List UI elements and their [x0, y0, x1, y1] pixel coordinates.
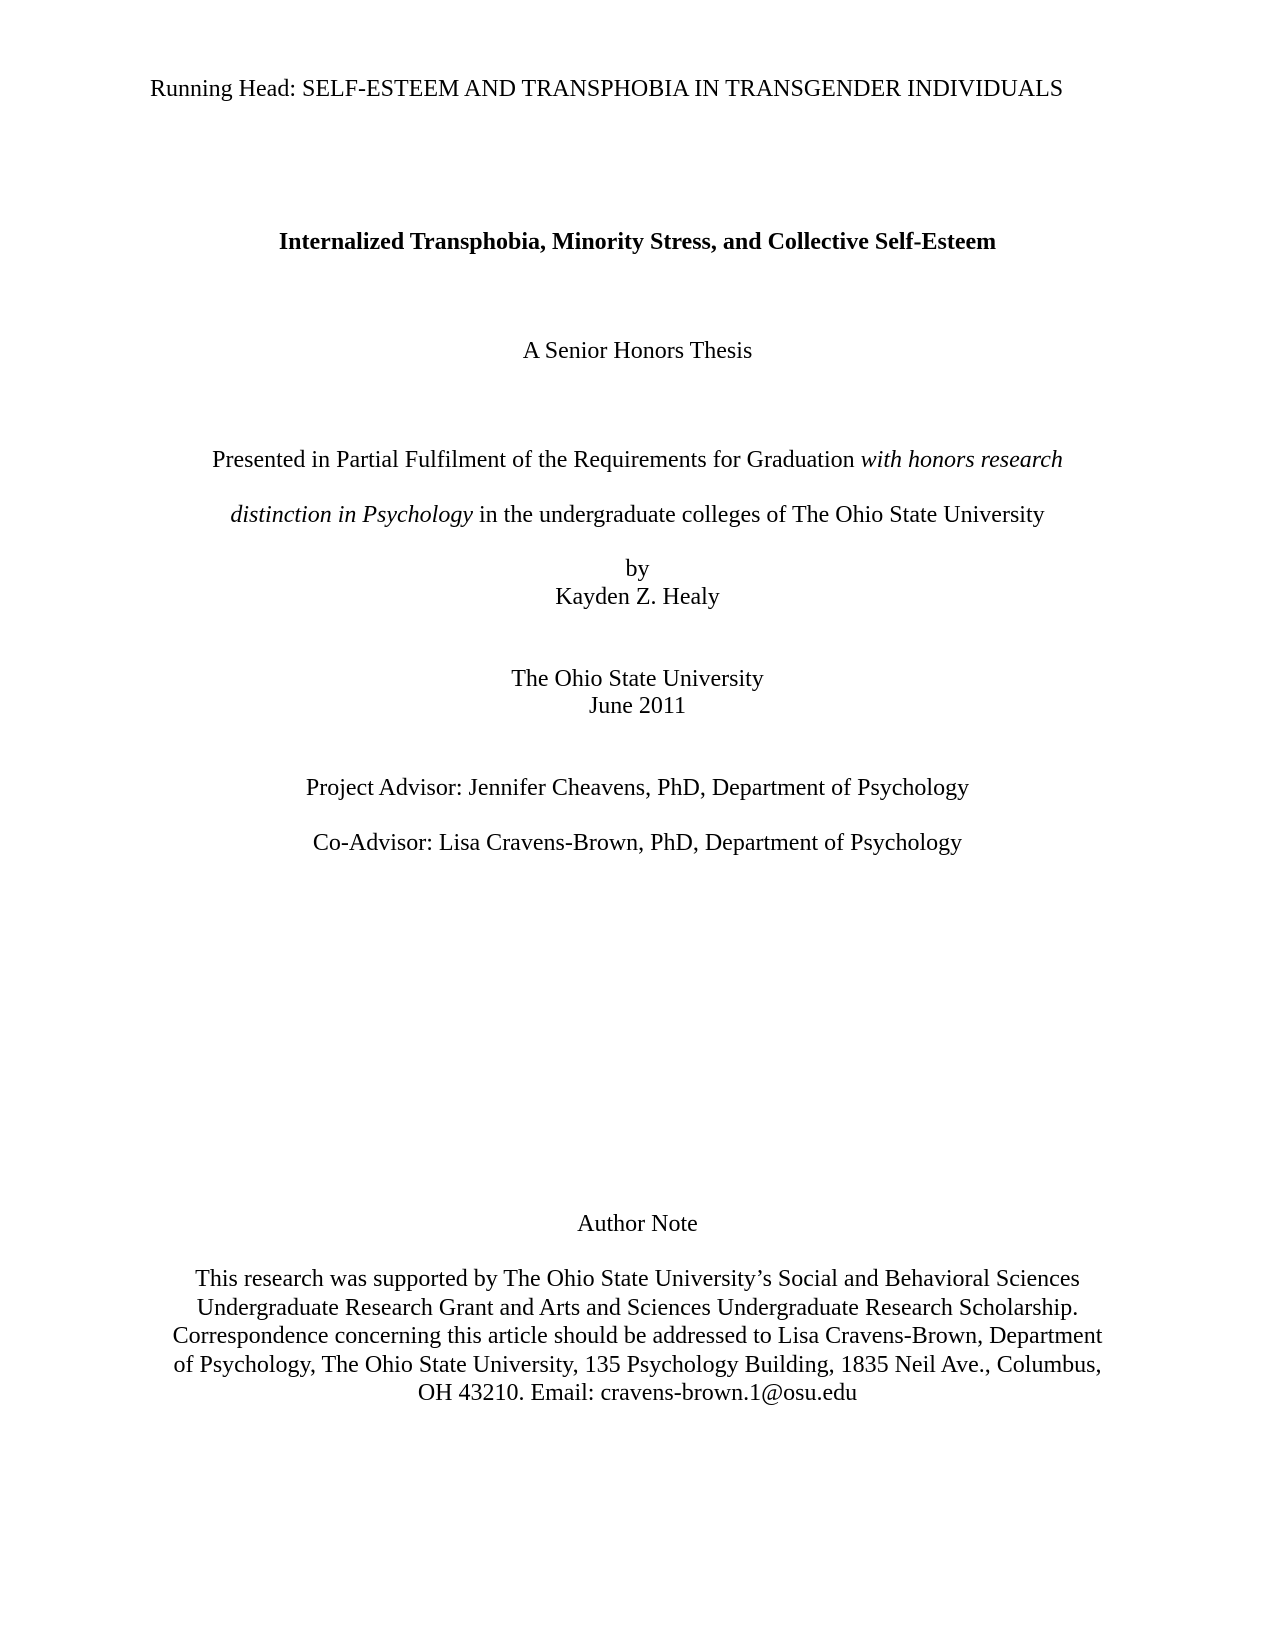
co-advisor: Co-Advisor: Lisa Cravens-Brown, PhD, Department of Psychology	[312, 830, 963, 856]
presentation-line-1-italic: with honors research	[860, 447, 1063, 473]
author-name: Kayden Z. Healy	[555, 584, 720, 610]
author-note-line: Correspondence concerning this article should be addressed to Lisa Cravens-Brown, Department	[172, 1323, 1103, 1349]
author-note-line: Undergraduate Research Grant and Arts and Sciences Undergraduate Research Scholarship.	[196, 1294, 1079, 1321]
author-note-line: of Psychology, The Ohio State University, 135 Psychology Building, 1835 Neil Ave., Columbus,	[173, 1351, 1102, 1378]
thesis-subtitle: A Senior Honors Thesis	[522, 338, 753, 364]
thesis-title: Internalized Transphobia, Minority Stress, and Collective Self-Esteem	[278, 229, 997, 255]
presentation-line-1-text: Presented in Partial Fulfilment of the Requirements for Graduation	[212, 447, 861, 473]
byline-by: by	[625, 556, 650, 582]
submission-date: June 2011	[588, 693, 687, 719]
author-note-line: This research was supported by The Ohio State University’s Social and Behavioral Sciences	[195, 1266, 1080, 1292]
author-note-body	[140, 1265, 1135, 1408]
institution-name: The Ohio State University	[511, 666, 764, 692]
presentation-line-2-italic: distinction in Psychology	[230, 502, 473, 528]
presentation-line-2	[0, 501, 1275, 529]
author-note-line: OH 43210. Email: cravens-brown.1@osu.edu	[417, 1380, 858, 1406]
presentation-line-1	[0, 446, 1275, 474]
running-head: Running Head: SELF-ESTEEM AND TRANSPHOBIA IN TRANSGENDER INDIVIDUALS	[150, 76, 1064, 102]
presentation-line-2-text: in the undergraduate colleges of The Ohio State University	[472, 502, 1045, 528]
project-advisor: Project Advisor: Jennifer Cheavens, PhD, Department of Psychology	[305, 775, 970, 801]
author-note-heading: Author Note	[577, 1211, 698, 1237]
